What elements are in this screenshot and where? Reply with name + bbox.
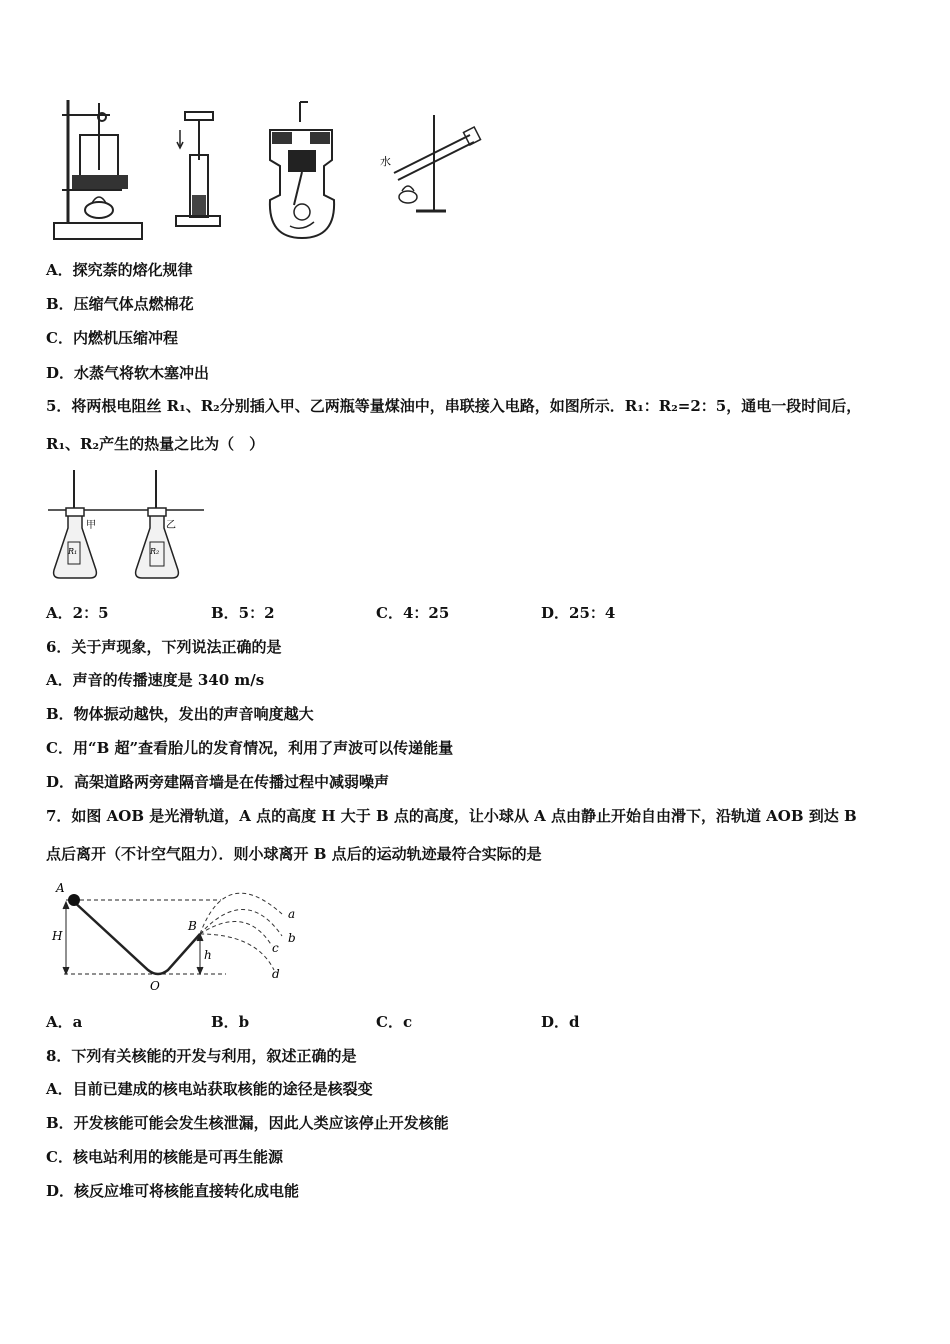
q7-stem-line1: 7．如图 AOB 是光滑轨道，A 点的高度 H 大于 B 点的高度，让小球从 A 点由静止开始自由滑下，沿轨道 AOB 到达 B	[46, 807, 857, 825]
q7-label-O: O	[150, 979, 160, 993]
q7-label-d: d	[272, 967, 280, 981]
q7-label-A: A	[56, 881, 65, 895]
q5-r1-label: R₁	[68, 547, 78, 556]
q7-label-a: a	[288, 907, 296, 921]
q4-option-b: B．压缩气体点燃棉花	[46, 295, 194, 313]
q5-jia-label: 甲	[86, 520, 96, 531]
q5-stem-line2: R₁、R₂产生的热量之比为（ ）	[46, 435, 265, 453]
q5-r2-label: R₂	[150, 547, 160, 556]
q7-stem-line2: 点后离开（不计空气阻力）．则小球离开 B 点后的运动轨迹最符合实际的是	[46, 845, 542, 863]
q8-option-c: C．核电站利用的核能是可再生能源	[46, 1148, 283, 1166]
q8-stem: 8．下列有关核能的开发与利用，叙述正确的是	[46, 1047, 357, 1065]
q4-figure-steam-test-tube	[380, 113, 485, 215]
q7-figure-track	[46, 874, 306, 996]
q4-figure-compression-tube	[168, 110, 223, 235]
q7-option-c: C．c	[376, 1013, 413, 1031]
q4-option-d: D．水蒸气将软木塞冲出	[46, 364, 210, 382]
q7-label-b: b	[288, 931, 296, 945]
q8-option-a: A．目前已建成的核电站获取核能的途径是核裂变	[46, 1080, 373, 1098]
q8-option-b: B．开发核能可能会发生核泄漏，因此人类应该停止开发核能	[46, 1114, 449, 1132]
q5-stem-line1: 5．将两根电阻丝 R₁、R₂分别插入甲、乙两瓶等量煤油中，串联接入电路，如图所示．R₁：R₂=2：5，通电一段时间后，	[46, 397, 862, 415]
q5-option-d: D．25：4	[541, 604, 616, 622]
q6-option-a: A．声音的传播速度是 340 m/s	[46, 671, 265, 689]
q5-figure-flasks	[46, 466, 206, 584]
q5-option-a: A．2：5	[46, 604, 109, 622]
q7-label-h: h	[204, 948, 212, 962]
q4-option-c: C．内燃机压缩冲程	[46, 329, 178, 347]
q7-option-a: A．a	[46, 1013, 83, 1031]
q6-option-d: D．高架道路两旁建隔音墙是在传播过程中减弱噪声	[46, 773, 390, 791]
q7-option-b: B．b	[211, 1013, 250, 1031]
q5-yi-label: 乙	[166, 520, 176, 531]
q4-steam-label: 水	[380, 155, 391, 168]
q4-option-a: A．探究萘的熔化规律	[46, 261, 193, 279]
q7-label-c: c	[272, 941, 279, 955]
q5-option-c: C．4：25	[376, 604, 450, 622]
q4-figure-engine-cylinder	[262, 100, 342, 242]
q6-option-b: B．物体振动越快，发出的声音响度越大	[46, 705, 314, 723]
q6-option-c: C．用“B 超”查看胎儿的发育情况，利用了声波可以传递能量	[46, 739, 454, 757]
q7-label-B: B	[188, 919, 197, 933]
q7-label-H: H	[52, 929, 63, 943]
q7-ball	[68, 894, 80, 906]
q6-stem: 6．关于声现象，下列说法正确的是	[46, 638, 282, 656]
q7-option-d: D．d	[541, 1013, 580, 1031]
q5-option-b: B．5：2	[211, 604, 275, 622]
q8-option-d: D．核反应堆可将核能直接转化成电能	[46, 1182, 300, 1200]
q4-figure-melting-apparatus	[52, 95, 147, 245]
